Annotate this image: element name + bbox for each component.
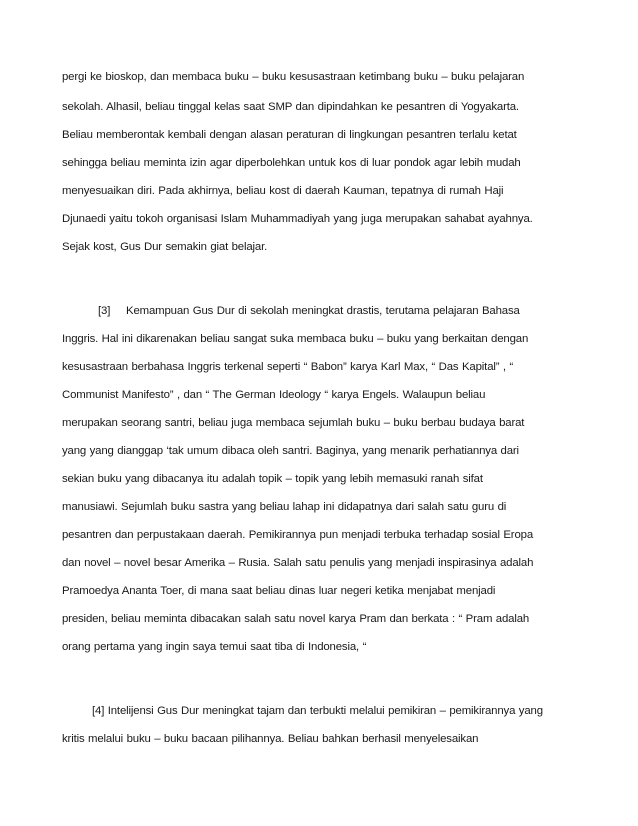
paragraph-2-line-5: merupakan seorang santri, beliau juga membaca sejumlah buku – buku berbau budaya barat — [62, 417, 525, 429]
paragraph-2-first-line: Kemampuan Gus Dur di sekolah meningkat drastis, terutama pelajaran Bahasa — [126, 305, 520, 317]
paragraph-1-line-4: sehingga beliau meminta izin agar diperbolehkan untuk kos di luar pondok agar lebih mudah — [62, 157, 521, 169]
paragraph-2-line-6: yang yang dianggap ‘tak umum dibaca oleh santri. Baginya, yang menarik perhatiannya dari — [62, 445, 519, 457]
paragraph-1-line-5: menyesuaikan diri. Pada akhirnya, beliau kost di daerah Kauman, tepatnya di rumah Haji — [62, 185, 504, 197]
paragraph-3-line-2: kritis melalui buku – buku bacaan pilihannya. Beliau bahkan berhasil menyelesaikan — [62, 733, 479, 745]
paragraph-2-line-7: sekian buku yang dibacanya itu adalah topik – topik yang lebih memasuki ranah sifat — [62, 473, 483, 485]
paragraph-2-line-2: Inggris. Hal ini dikarenakan beliau sangat suka membaca buku – buku yang berkaitan dengan — [62, 333, 529, 345]
paragraph-1-line-6: Djunaedi yaitu tokoh organisasi Islam Muhammadiyah yang juga merupakan sahabat ayahnya. — [62, 213, 533, 225]
paragraph-2-line-10: dan novel – novel besar Amerika – Rusia. Salah satu penulis yang menjadi inspirasinya adalah — [62, 557, 534, 569]
paragraph-number: [3] — [98, 305, 111, 317]
paragraph-2-line-9: pesantren dan perpustakaan daerah. Pemikirannya pun menjadi terbuka terhadap sosial Eropa — [62, 529, 534, 541]
paragraph-2-line-8: manusiawi. Sejumlah buku sastra yang beliau lahap ini didapatnya dari salah satu guru di — [62, 501, 507, 513]
paragraph-2-line-13: orang pertama yang ingin saya temui saat tiba di Indonesia, “ — [62, 641, 367, 653]
paragraph-1-line-3: Beliau memberontak kembali dengan alasan peraturan di lingkungan pesantren terlalu ketat — [62, 129, 517, 141]
paragraph-3-line-1: [4] Intelijensi Gus Dur meningkat tajam dan terbukti melalui pemikiran – pemikirannya yang — [92, 705, 543, 717]
paragraph-2-line-11: Pramoedya Ananta Toer, di mana saat beliau dinas luar negeri ketika menjabat menjadi — [62, 585, 496, 597]
paragraph-1-line-1: pergi ke bioskop, dan membaca buku – buku kesusastraan ketimbang buku – buku pelajaran — [62, 71, 525, 83]
paragraph-2-line-4: Communist Manifesto” , dan “ The German Ideology “ karya Engels. Walaupun beliau — [62, 389, 486, 401]
paragraph-1-line-2: sekolah. Alhasil, beliau tinggal kelas saat SMP dan dipindahkan ke pesantren di Yogyakarta. — [62, 101, 519, 113]
paragraph-1-line-7: Sejak kost, Gus Dur semakin giat belajar. — [62, 241, 268, 253]
paragraph-2-line-1 — [98, 304, 572, 318]
paragraph-2-line-12: presiden, beliau meminta dibacakan salah satu novel karya Pram dan berkata : “ Pram adalah — [62, 613, 530, 625]
paragraph-2-line-3: kesusastraan berbahasa Inggris terkenal seperti “ Babon” karya Karl Max, “ Das Kapital” , “ — [62, 361, 514, 373]
